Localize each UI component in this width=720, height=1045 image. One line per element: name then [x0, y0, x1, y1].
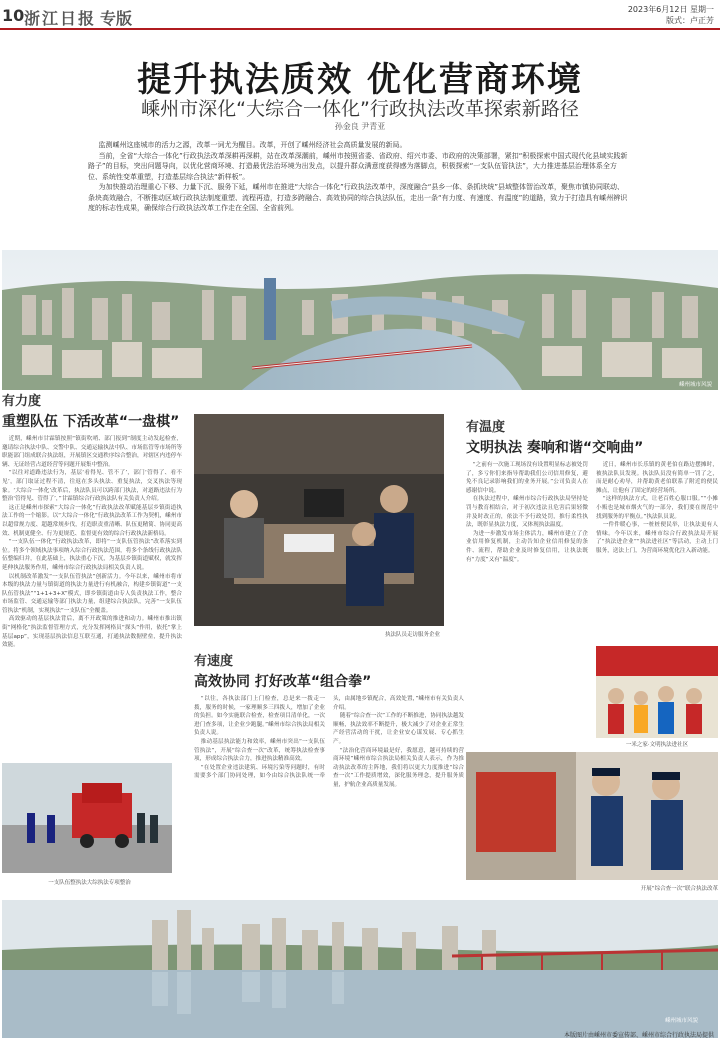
section-title: 高效协同 打好改革“组合拳”: [194, 674, 372, 690]
headline: 提升执法质效 优化营商环境: [137, 60, 583, 100]
subheadline: 嵊州市深化“大综合一体化”行政执法改革探索新路径: [141, 98, 579, 120]
body-paragraph: “一支队伍一体化”行政执法改革，即将“一支队伍管执法”改革落实到位。将多个领域执法事项纳入综合行政执法范围，将多个条线行政执法队伍整编归并，在此基础上，执法重心下沉，为基层乡镇街道赋权，就发挥延伸执法服务作用，嵊州市综合行政执法局相关负责人说。: [2, 539, 182, 571]
section-kicker: 有速度: [194, 654, 234, 669]
body-paragraph: 一件件暖心事，一桩桩便民举，让执法更有人情味。今年以来，嵊州市综合行政执法局开展了“执法进企业”“执法进社区”等活动，主动上门服务，送法上门，为营商环境优化注入新动能。: [596, 522, 718, 554]
riverside-city-illustration: [2, 900, 718, 1038]
children-activity-illustration: [596, 646, 718, 738]
date-info: [628, 4, 714, 26]
community-photo: [596, 646, 718, 738]
main-city-photo: [2, 250, 718, 390]
section-kicker: 有力度: [2, 394, 42, 409]
page-number: 10: [2, 6, 25, 25]
lead-paragraph: 监测嵊州这座城市的活力之源，改革一词尤为醒目。改革，开创了嵊州经济社会高质量发展的新局。: [98, 141, 407, 149]
body-paragraph: “法治化营商环境最是好，我愿意，越可持续的营商环境”嵊州市综合执法局相关负责人表示，作为推动执法改革的主阵地，我们将以更大力度推进“综合查一次”工作提质增效，深化服务理念，提升服务质量，护航企业高质量发展。: [333, 747, 464, 788]
column-speed: [194, 650, 464, 895]
city-panorama-illustration: [2, 250, 718, 390]
issue-date: 2023年6月12日 星期一: [627, 5, 714, 14]
body-paragraph: “以往，各执法部门上门检查，总是来一拨走一拨，服务的时候，一家理顺多三四拨人，增加了企业的负担。如今实施联合检查，检查项目清单化，一次进门查多项，让企业少跑腿。”嵊州市综合执法局相关负责人说。: [194, 696, 325, 737]
section-title: 重塑队伍 下活改革“一盘棋”: [2, 414, 180, 430]
lead-paragraph: 当前，全省“大综合一体化”行政执法改革深耕再深耕，站在改革深潮前，嵊州市按照省委、省政府、绍兴市委、市政府的决策部署，紧扣“积极探索中国式现代化县域实践新路子”的目标，突出问题导向，以优化营商环境、打造最优法治环境为出发点，以提升群众满意度获得感为落脚点，积极探索“一支队伍管执法”，大力推进基层治理体系全方位、系统性变革重塑，打造基层综合执法“新样板”。: [88, 151, 628, 181]
body-paragraph: 近日，嵊州市长乐镇的黄老伯在路边摆摊时，被执法队员发现。执法队员没有简单一罚了之，而是耐心劝导，并帮助黄老伯联系了附近的便民摊点，让他有了固定的经营场所。: [596, 462, 718, 494]
bottom-city-photo: [2, 900, 718, 1038]
section-title: 文明执法 奏响和谐“交响曲”: [466, 440, 644, 456]
body-paragraph: 在执法过程中，嵊州市综合行政执法局坚持处罚与教育相结合，对于初次违法且危害后果轻微并及时改正的，依法不予行政处罚，推行柔性执法，既彰显执法力度，又体现执法温度。: [466, 496, 588, 529]
office-visit-photo: [194, 414, 444, 626]
body-paragraph: 以机制改革激发“一支队伍管执法”创新活力。今年以来，嵊州市将市本级的执法力量与镇街道的执法力量进行有机融合，构建乡镇街道“一支队伍管执法”“1+1+3+X”模式，即乡镇街道由专人负责执法工作，整合市场监管、交通运输等部门执法力量，组建综合执法队，完善“一支队伍管执法”机制，实现执法“一支队伍”全覆盖。: [2, 573, 182, 614]
joint-inspection-photo: [466, 752, 718, 880]
body-paragraph: “以往对道路违法行为，基层‘看得见、管不了’，部门‘管得了、看不见’，部门取证过程不清，往返在多头执法、重复执法，交叉执法等现象。‘大综合一体化’改革后，执法队员可以跨部门执法，对道路违法行为整治‘管得见、管得了’，”甘霖镇综合行政执法队有关负责人介绍。: [2, 470, 182, 503]
officers-inspection-illustration: [466, 752, 718, 880]
body-paragraph: 推动基层执法能力和效率，嵊州市突出“一支队伍管执法”，开展“综合查一次”改革，统筹执法检查事项，形成综合执法合力，推进执法精准高效。: [194, 738, 325, 763]
column-strength: [2, 390, 182, 765]
body-paragraph: 这正是嵊州市探索“大综合一体化”行政执法改革赋能基层乡镇街道执法工作的一个缩影。以“大综合一体化”行政执法改革工作为契机，嵊州市以超常规力度、超越常规步伐，打造职责重清晰、队伍更精简、协同更高效、机制更健全、行为更规范、监督更有效的综合行政执法新格局。: [2, 504, 182, 537]
lead-text: [88, 140, 628, 214]
section-kicker: 有温度: [466, 420, 506, 435]
paper-name: 浙江日报: [24, 9, 97, 28]
body-paragraph: “之前有一次施工现场没有设置明显标志被处罚了，多亏你们来指导帮助我们公司信用修复，避免不良记录影响我们的业务开展。”公司负责人在感谢信中说。: [466, 462, 588, 494]
office-photo-caption: 执法队员走访服务企业: [384, 632, 440, 638]
byline: 孙金良 尹青亚: [334, 122, 386, 131]
body-paragraph: “这样的执法方式，让老百姓心服口服。”“小摊小贩也是城市烟火气的一部分，我们要在规范中找到服务的平衡点。”执法队员说。: [596, 496, 718, 520]
footer-credit: 本版图片由嵊州市委宣传部、嵊州市综合行政执法局提供: [563, 1032, 714, 1039]
section-name: 专版: [100, 9, 133, 28]
column-warmth: [466, 416, 718, 679]
enforcement-photo: [2, 763, 172, 873]
community-photo-caption: 一米之家·文明执法进社区: [625, 742, 689, 748]
main-photo-caption: 嵊州城市风貌: [678, 382, 712, 388]
body-paragraph: “在处置企业违法建筑、环境污染等问题时，有时需要多个部门协同处理，如今由综合执法队统一牵头，由属地乡镇配合，高效处置，”嵊州市有关负责人介绍。: [194, 696, 464, 780]
editor-credit: 版式：卢正芳: [666, 16, 714, 25]
bottom-photo-caption: 嵊州城市风貌: [664, 1018, 698, 1024]
road-check-illustration: [2, 763, 172, 873]
office-meeting-illustration: [194, 414, 444, 626]
body-paragraph: 近期，嵊州市甘霖镇按照“镇街吹哨、部门报到”制度主动发起检查，邀请综合执法中队、交警中队、交通运输执法中队、市场监管等市场所等职能部门组成联合执法组，开展镇区交通秩序综合整治，对辖区内违停车辆、无证经营占道经营等问题开展集中整治。: [2, 436, 182, 468]
body-paragraph: 高效驱动的基层执法背后，离不开政策的推进和动力。嵊州市推出镇街“网格化”执法监督管理方式，充分发挥网格员“探头”作用，依托“掌上基层app”，实现基层执法信息互联互通，打通执法数据壁垒，提升执法效能。: [2, 616, 182, 649]
enforcement-photo-caption: 一支队伍整执法大综执法专项整治: [48, 880, 131, 886]
body-paragraph: 随着“综合查一次”工作的不断推进，协同执法越发顺畅，执法效率不断提升，极大减少了对企业正常生产经营活动的干扰，让企业安心谋发展、专心抓生产。: [333, 713, 464, 745]
body-paragraph: 为进一步激发市场主体活力，嵊州市建立了企业信用修复机制，主动告知企业信用修复的条件、流程，帮助企业及时修复信用，让执法既有“力度”又有“温度”。: [466, 530, 588, 563]
lead-paragraph: 为加快推动治理重心下移、力量下沉、服务下延，嵊州市在推进“大综合一体化”行政执法改革中，深度融合“县乡一体、条抓块统”县域整体智治改革，聚焦市镇协同联动、条块高效融合，不断推动区域行政执法制度重塑、流程再造，打造多跨融合、高效协同的综合执法队伍，走出一条“有力度、有速度、有温度”的道路，致力于打造具有嵊州辨识度的标志性成果，确保综合行政执法改革工作走在全国、全省前列。: [88, 183, 628, 212]
inspection-photo-caption: 开展“综合查一次”联合执法改革: [640, 886, 718, 892]
